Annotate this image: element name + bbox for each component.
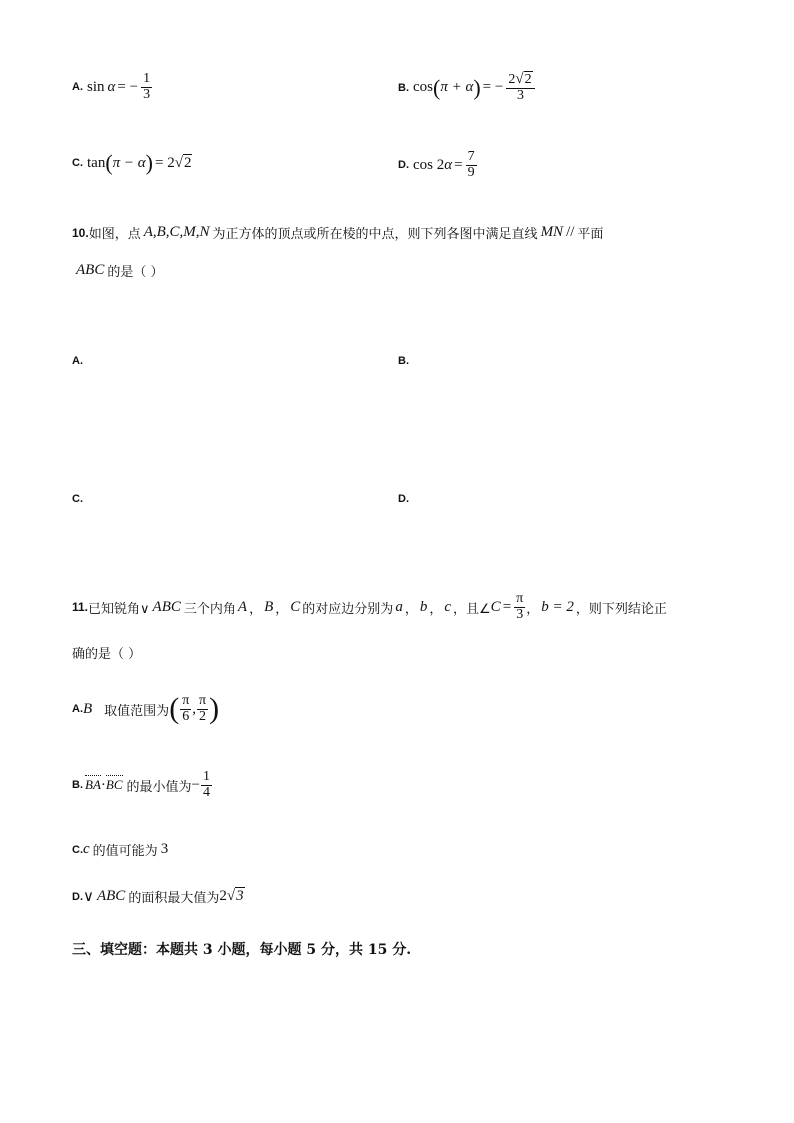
q9-option-c: C. tan ( π − α ) = 2 √2 (72, 150, 192, 175)
fraction: $\frac{\pi}{6}$ (182, 693, 190, 724)
q9-option-b: B. cos ( π + α ) = − $\frac{2√2}{3}$ (398, 72, 536, 103)
fraction: $\frac{\pi}{3}$ (516, 591, 524, 622)
square-root: √3 (226, 888, 244, 904)
fraction: $\frac{1}{4}$ (203, 769, 210, 800)
fraction: $\frac{1}{3}$ (143, 71, 151, 102)
q10-stem-line2: ABC 的是（ ） (76, 262, 164, 280)
q11-option-c[interactable]: C. c 的值可能为 3 (72, 841, 169, 859)
q10-option-a[interactable]: A. (72, 355, 83, 367)
square-root: √2 (174, 154, 192, 171)
option-label: A. (72, 81, 83, 94)
q10-option-b[interactable]: B. (398, 355, 409, 367)
q10-stem-line1: 10. 如图，点 A,B,C,M,N 为正方体的顶点或所在棱的中点，则下列各图中满足直线 MN // 平面 (72, 224, 604, 242)
vector-ba: BA (85, 777, 101, 793)
q11-option-d[interactable]: D. ∨ ABC 的面积最大值为 2 √3 (72, 888, 244, 906)
section-heading: 三、填空题：本题共 3 小题，每小题 5 分，共 15 分. (72, 942, 412, 958)
q11-option-b[interactable]: B. BA · BC 的最小值为 − $\frac{1}{4}$ (72, 769, 210, 800)
q11-stem-line2: 确的是（ ） (72, 647, 142, 662)
q9-option-a: A. sin α = − $\frac{1}{3}$ (72, 71, 151, 102)
fraction: $\frac{7}{9}$ (467, 149, 475, 180)
q9-option-d: D. cos 2 α = $\frac{7}{9}$ (398, 149, 475, 180)
q10-option-c[interactable]: C. (72, 493, 83, 505)
vector-bc: BC (105, 777, 123, 793)
fraction: $\frac{2√2}{3}$ (506, 72, 534, 103)
fraction: $\frac{\pi}{2}$ (199, 693, 207, 724)
q11-stem-line1: 11. 已知锐角∨ ABC 三个内角 A ， B ， C 的对应边分别为 a ， b ， c ，且∠ C = $\frac{\pi}{3}$ ， b = 2 ，则下列结论正 (72, 591, 667, 622)
q11-option-a[interactable]: A. B 取值范围为 ( $\frac{\pi}{6}$ , $\frac{\pi}{2}$ ) (72, 692, 220, 726)
q10-option-d[interactable]: D. (398, 493, 409, 505)
